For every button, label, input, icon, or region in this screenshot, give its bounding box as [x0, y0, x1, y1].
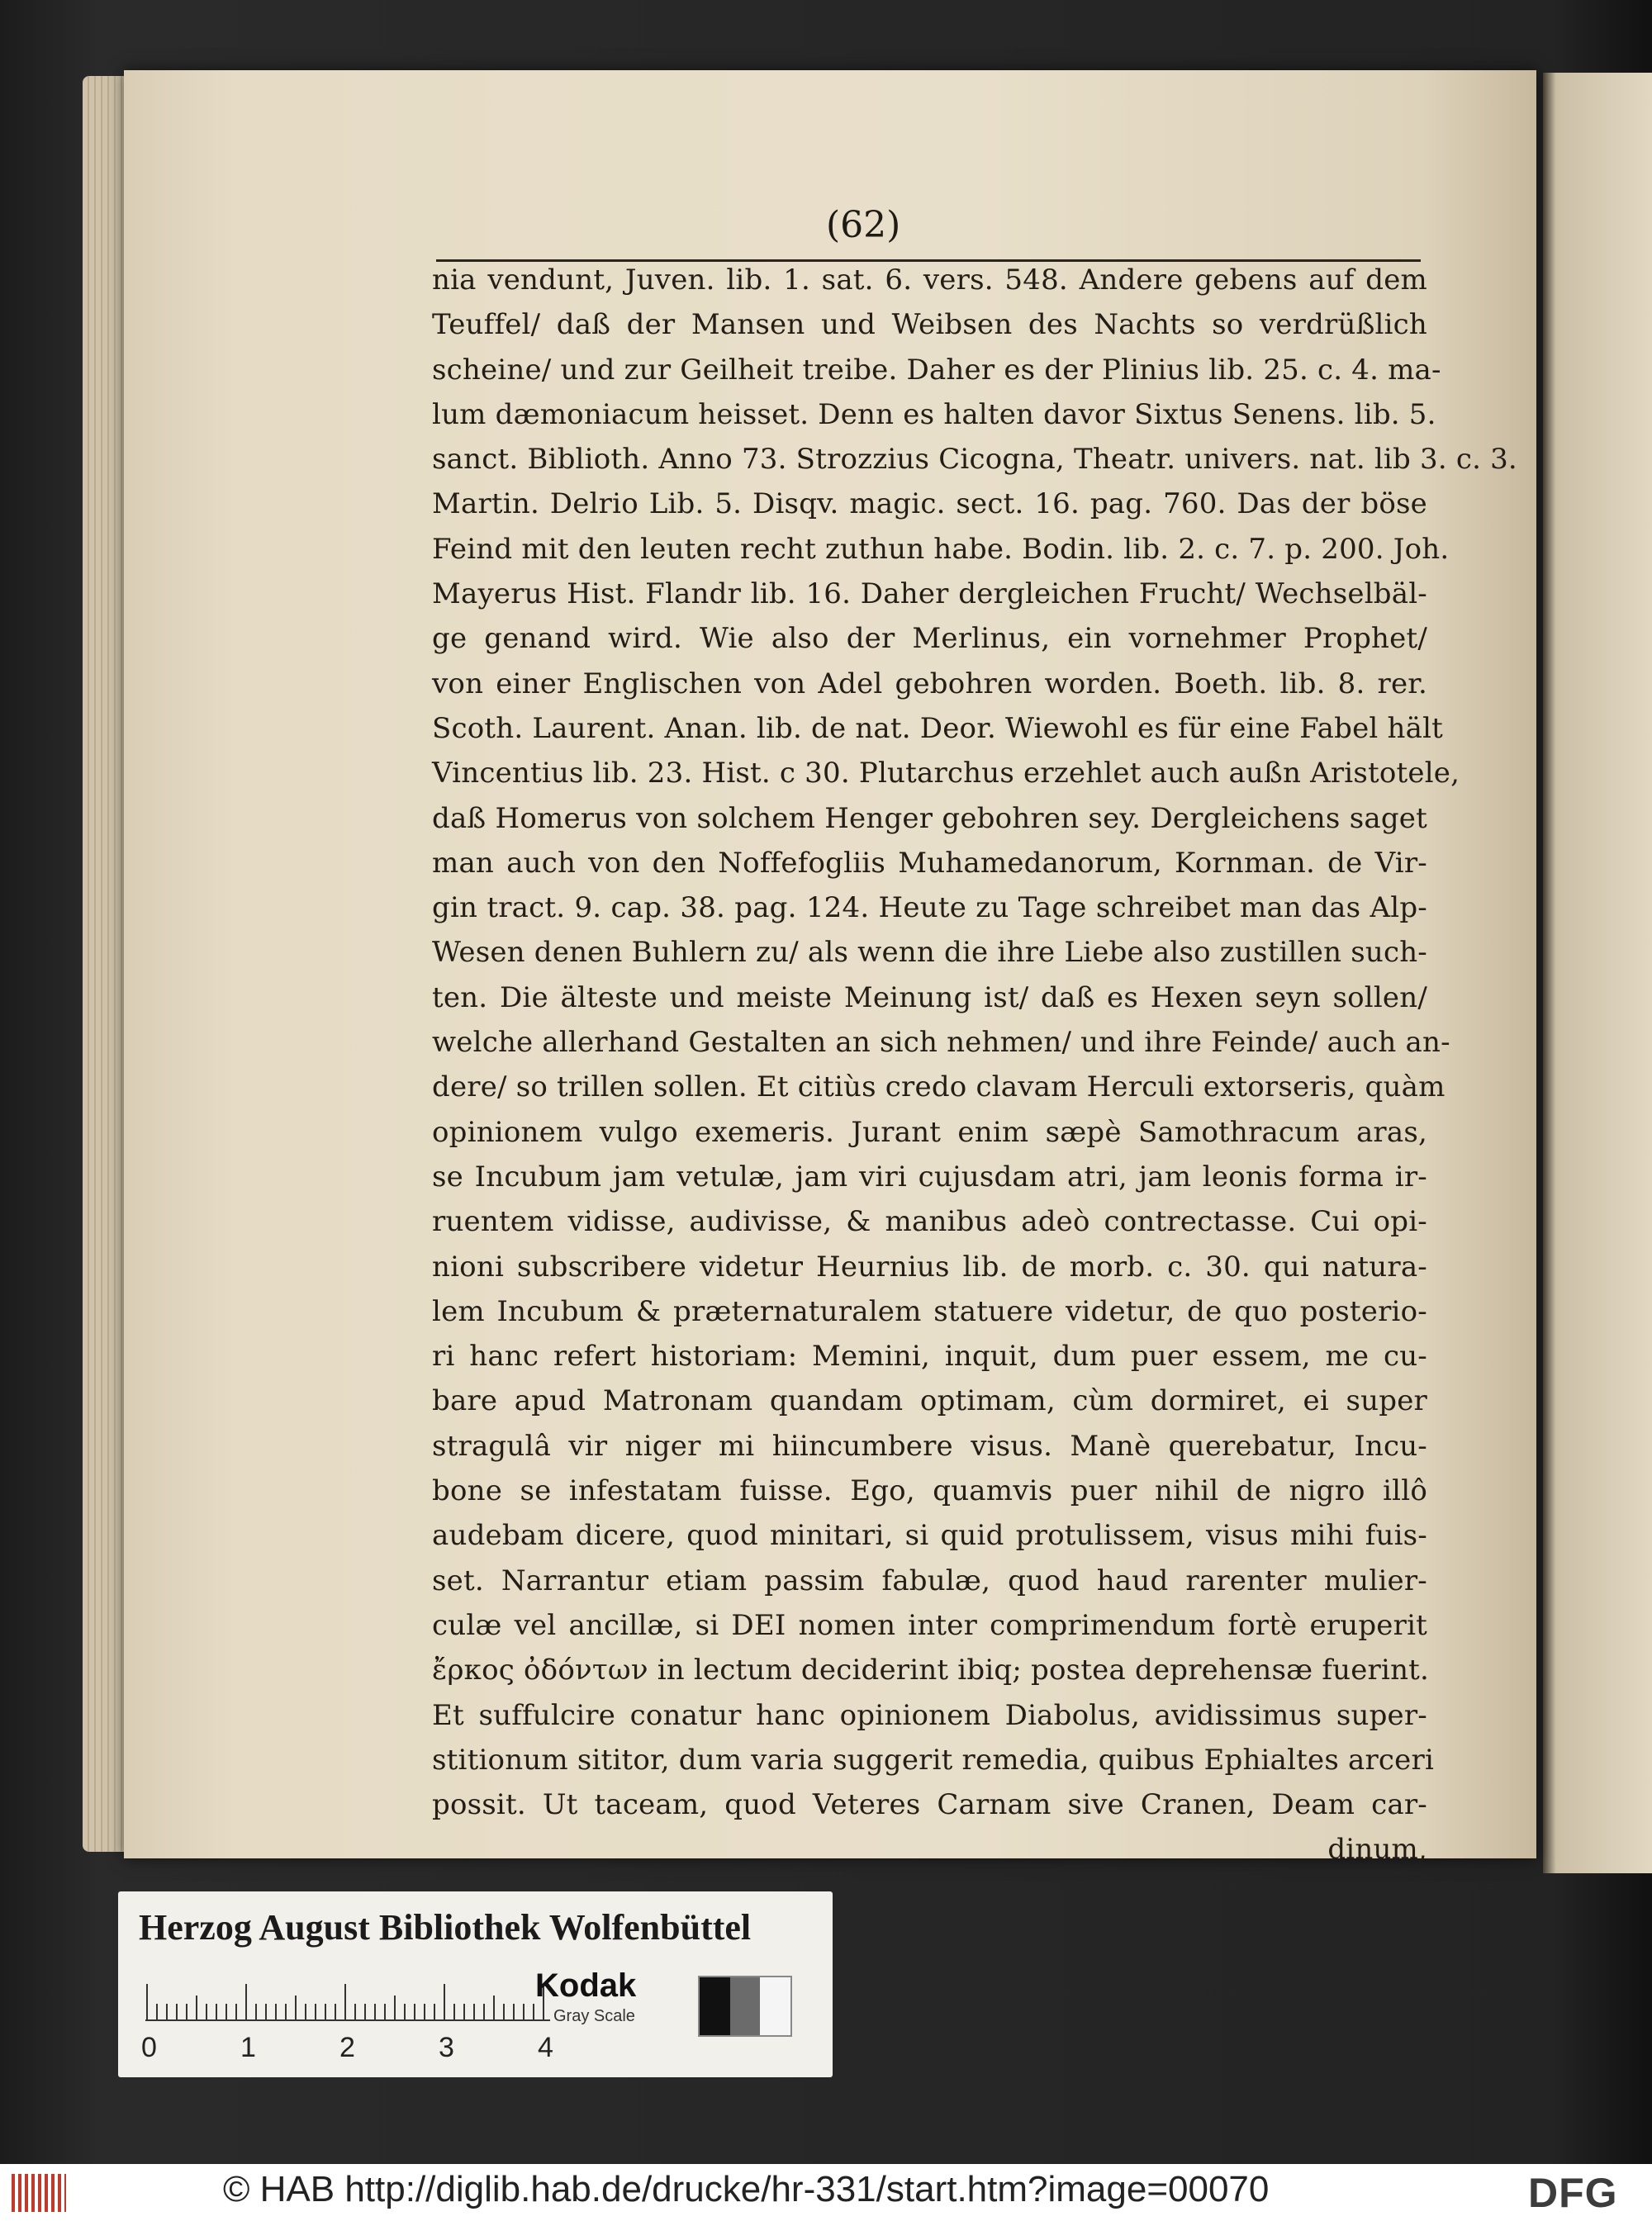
dfg-logo: DFG: [1528, 2170, 1618, 2216]
text-line: Martin. Delrio Lib. 5. Disqv. magic. sect. 16. pag. 760. Das der böse: [432, 487, 1427, 521]
kodak-logo: Kodak: [535, 1967, 637, 2004]
text-line: opinionem vulgo exemeris. Jurant enim sæpè Samothracum aras,: [432, 1115, 1427, 1149]
text-line: daß Homerus von solchem Henger gebohren sey. Dergleichens saget: [432, 801, 1427, 835]
text-line: gin tract. 9. cap. 38. pag. 124. Heute zu Tage schreibet man das Alp-: [432, 891, 1427, 925]
ruler-label-1: 1: [240, 2032, 256, 2063]
footer-bar: [0, 2164, 1652, 2221]
text-line: lum dæmoniacum heisset. Denn es halten davor Sixtus Senens. lib. 5.: [432, 397, 1436, 431]
swatch-white: [760, 1977, 790, 2035]
text-line: Wesen denen Buhlern zu/ als wenn die ihre Liebe also zustillen such-: [432, 936, 1427, 970]
text-line: von einer Englischen von Adel gebohren worden. Boeth. lib. 8. rer.: [432, 667, 1427, 700]
ruler-label-3: 3: [439, 2032, 454, 2063]
text-line: Teuffel/ daß der Mansen und Weibsen des Nachts so verdrüßlich: [432, 308, 1427, 342]
color-target-card: [118, 1891, 833, 2077]
text-line: bare apud Matronam quandam optimam, cùm dormiret, ei super: [432, 1384, 1427, 1418]
text-line: man auch von den Noffefogliis Muhamedanorum, Kornman. de Vir-: [432, 846, 1427, 880]
measurement-ruler: [145, 1981, 558, 2022]
text-line: bone se infestatam fuisse. Ego, quamvis puer nihil de nigro illô: [432, 1474, 1427, 1508]
text-line: welche allerhand Gestalten an sich nehmen/ und ihre Feinde/ auch an-: [432, 1026, 1450, 1060]
library-name: Herzog August Bibliothek Wolfenbüttel: [139, 1907, 752, 1948]
text-line: sanct. Biblioth. Anno 73. Strozzius Cicogna, Theatr. univers. nat. lib 3. c. 3.: [432, 443, 1517, 477]
text-line: stragulâ vir niger mi hiincumbere visus. Manè querebatur, Incu-: [432, 1429, 1427, 1463]
text-line: ten. Die älteste und meiste Meinung ist/ daß es Hexen seyn sollen/: [432, 980, 1427, 1014]
text-line: ἔρκος ὀδόντων in lectum deciderint ibiq; postea deprehensæ fuerint.: [432, 1654, 1430, 1687]
text-line: set. Narrantur etiam passim fabulæ, quod haud rarenter mulier-: [432, 1564, 1427, 1597]
text-line: ruentem vidisse, audivisse, & manibus adeò contrectasse. Cui opi-: [432, 1205, 1427, 1239]
swatch-gray: [730, 1977, 761, 2035]
swatch-black: [700, 1977, 730, 2035]
text-line: audebam dicere, quod minitari, si quid protulissem, visus mihi fuis-: [432, 1519, 1427, 1553]
text-line: dinum,: [1327, 1833, 1427, 1867]
ruler-label-4: 4: [538, 2032, 553, 2063]
gray-scale-label: Gray Scale: [553, 2007, 635, 2025]
text-line: Feind mit den leuten recht zuthun habe. Bodin. lib. 2. c. 7. p. 200. Joh.: [432, 532, 1450, 566]
barcode-icon: [12, 2174, 66, 2212]
page-text: [432, 258, 1517, 1872]
text-line: Mayerus Hist. Flandr lib. 16. Daher dergleichen Frucht/ Wechselbäl-: [432, 577, 1427, 611]
text-line: Et suffulcire conatur hanc opinionem Diabolus, avidissimus super-: [432, 1698, 1427, 1732]
text-line: nia vendunt, Juven. lib. 1. sat. 6. vers. 548. Andere gebens auf dem: [432, 263, 1427, 297]
text-line: lem Incubum & præternaturalem statuere videtur, de quo posterio-: [432, 1294, 1427, 1328]
text-line: ri hanc refert historiam: Memini, inquit, dum puer essem, me cu-: [432, 1340, 1427, 1374]
facing-page-edge: [1543, 73, 1652, 1873]
copyright-link[interactable]: © HAB http://diglib.hab.de/drucke/hr-331/start.htm?image=00070: [223, 2169, 1270, 2209]
text-line: culæ vel ancillæ, si DEI nomen inter comprimendum fortè eruperit: [432, 1608, 1427, 1642]
gray-swatches: [698, 1976, 792, 2037]
text-line: nioni subscribere videtur Heurnius lib. de morb. c. 30. qui natura-: [432, 1250, 1427, 1284]
text-line: se Incubum jam vetulæ, jam viri cujusdam atri, jam leonis forma ir-: [432, 1160, 1427, 1194]
text-line: possit. Ut taceam, quod Veteres Carnam sive Cranen, Deam car-: [432, 1788, 1427, 1822]
text-line: scheine/ und zur Geilheit treibe. Daher es der Plinius lib. 25. c. 4. ma-: [432, 353, 1441, 387]
ruler-label-0: 0: [141, 2032, 157, 2063]
text-line: Scoth. Laurent. Anan. lib. de nat. Deor. Wiewohl es für eine Fabel hält: [432, 711, 1444, 745]
text-line: Vincentius lib. 23. Hist. c 30. Plutarchus erzehlet auch außn Aristotele,: [432, 757, 1460, 790]
text-line: ge genand wird. Wie also der Merlinus, ein vornehmer Prophet/: [432, 622, 1427, 656]
text-line: dere/ so trillen sollen. Et citiùs credo clavam Herculi extorseris, quàm: [432, 1070, 1446, 1104]
ruler-label-2: 2: [339, 2032, 355, 2063]
text-line: stitionum sititor, dum varia suggerit remedia, quibus Ephialtes arceri: [432, 1743, 1435, 1777]
page-number-header: (62): [826, 204, 901, 246]
